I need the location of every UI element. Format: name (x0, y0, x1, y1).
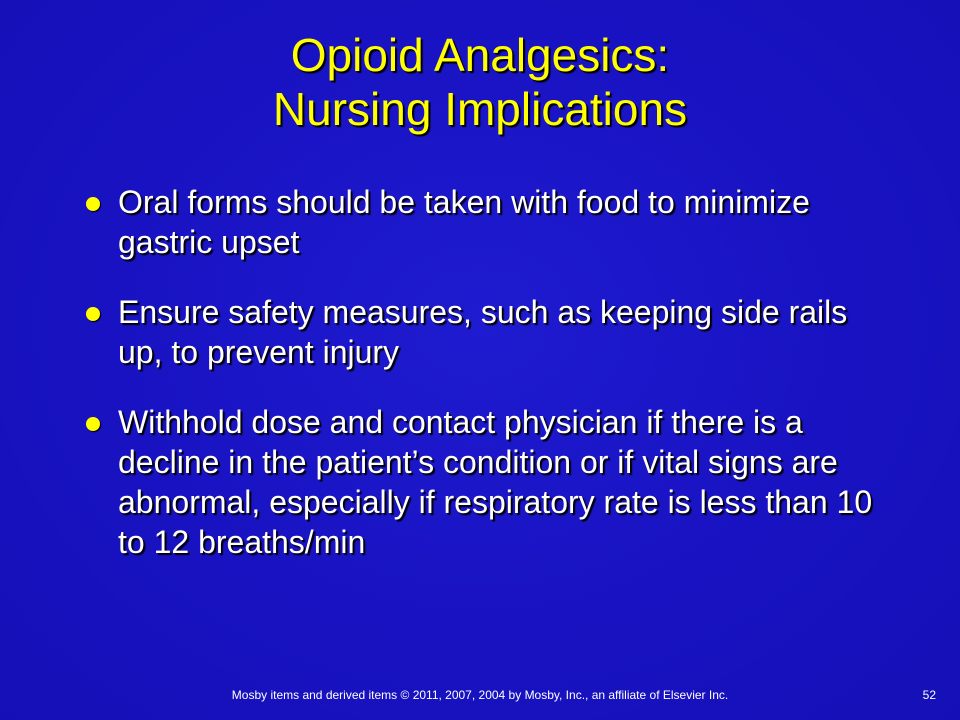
bullet-dot-icon (86, 307, 100, 321)
page-number: 52 (922, 688, 936, 702)
slide-title (0, 28, 960, 136)
bullet-item-oral-forms (84, 182, 884, 262)
bullet-dot-icon (86, 197, 100, 211)
copyright-footer: Mosby items and derived items © 2011, 2007, 2004 by Mosby, Inc., an affiliate of Elsevier Inc. (231, 688, 729, 702)
bullet-item-withhold-dose (84, 402, 884, 562)
bullet-text: Ensure safety measures, such as keeping side rails up, to prevent injury (118, 294, 848, 370)
bullet-text: Oral forms should be taken with food to minimize gastric upset (118, 184, 810, 260)
bullet-item-safety-measures (84, 292, 884, 372)
bullet-dot-icon (86, 417, 100, 431)
bullet-text: Withhold dose and contact physician if there is a decline in the patient’s condition or if vital signs are abnormal, especially if respiratory rate is less than 10 to 12 breaths/min (118, 404, 873, 560)
title-line-1: Opioid Analgesics: (290, 29, 670, 81)
title-line-2: Nursing Implications (272, 83, 688, 135)
bullet-list (84, 182, 884, 592)
